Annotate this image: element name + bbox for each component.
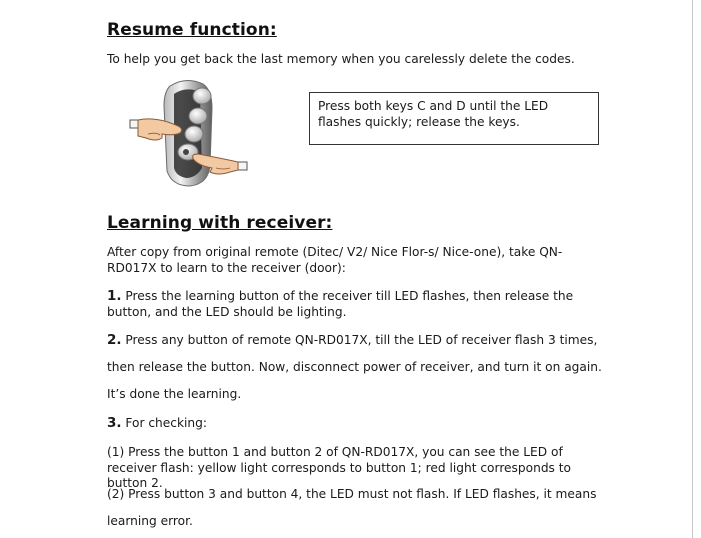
step-3-text: For checking: (125, 416, 207, 430)
instruction-box-text: Press both keys C and D until the LED flashes quickly; release the keys. (318, 99, 549, 129)
step-2-line-2: then release the button. Now, disconnect power of receiver, and turn it on again. (107, 360, 602, 374)
step-1-number: 1. (107, 288, 122, 304)
learning-heading: Learning with receiver: (107, 213, 333, 233)
check-2-line-2: learning error. (107, 514, 193, 528)
remote-with-hands-icon (126, 76, 251, 194)
step-3-number: 3. (107, 415, 122, 431)
step-1-text: Press the learning button of the receiver till LED flashes, then release the button, and the LED should be lighting. (107, 289, 574, 319)
step-2-line-3: It’s done the learning. (107, 387, 242, 401)
step-2-number: 2. (107, 332, 122, 348)
step-1 (107, 289, 597, 320)
resume-intro: To help you get back the last memory when you carelessly delete the codes. (107, 52, 575, 66)
step-3 (107, 416, 607, 432)
instruction-box (309, 92, 599, 145)
step-2-text: Press any button of remote QN-RD017X, till the LED of receiver flash 3 times, (125, 333, 598, 347)
step-2-line-1 (107, 333, 607, 349)
check-1: (1) Press the button 1 and button 2 of QN-RD017X, you can see the LED of receiver flash: yellow light corresponds to button 1; red light corresponds to button 2. (107, 445, 572, 490)
resume-heading: Resume function: (107, 20, 277, 40)
learning-intro: After copy from original remote (Ditec/ V2/ Nice Flor-s/ Nice-one), take QN-RD017X to learn to the receiver (door): (107, 245, 563, 275)
check-2-line-1: (2) Press button 3 and button 4, the LED must not flash. If LED flashes, it means (107, 487, 597, 501)
